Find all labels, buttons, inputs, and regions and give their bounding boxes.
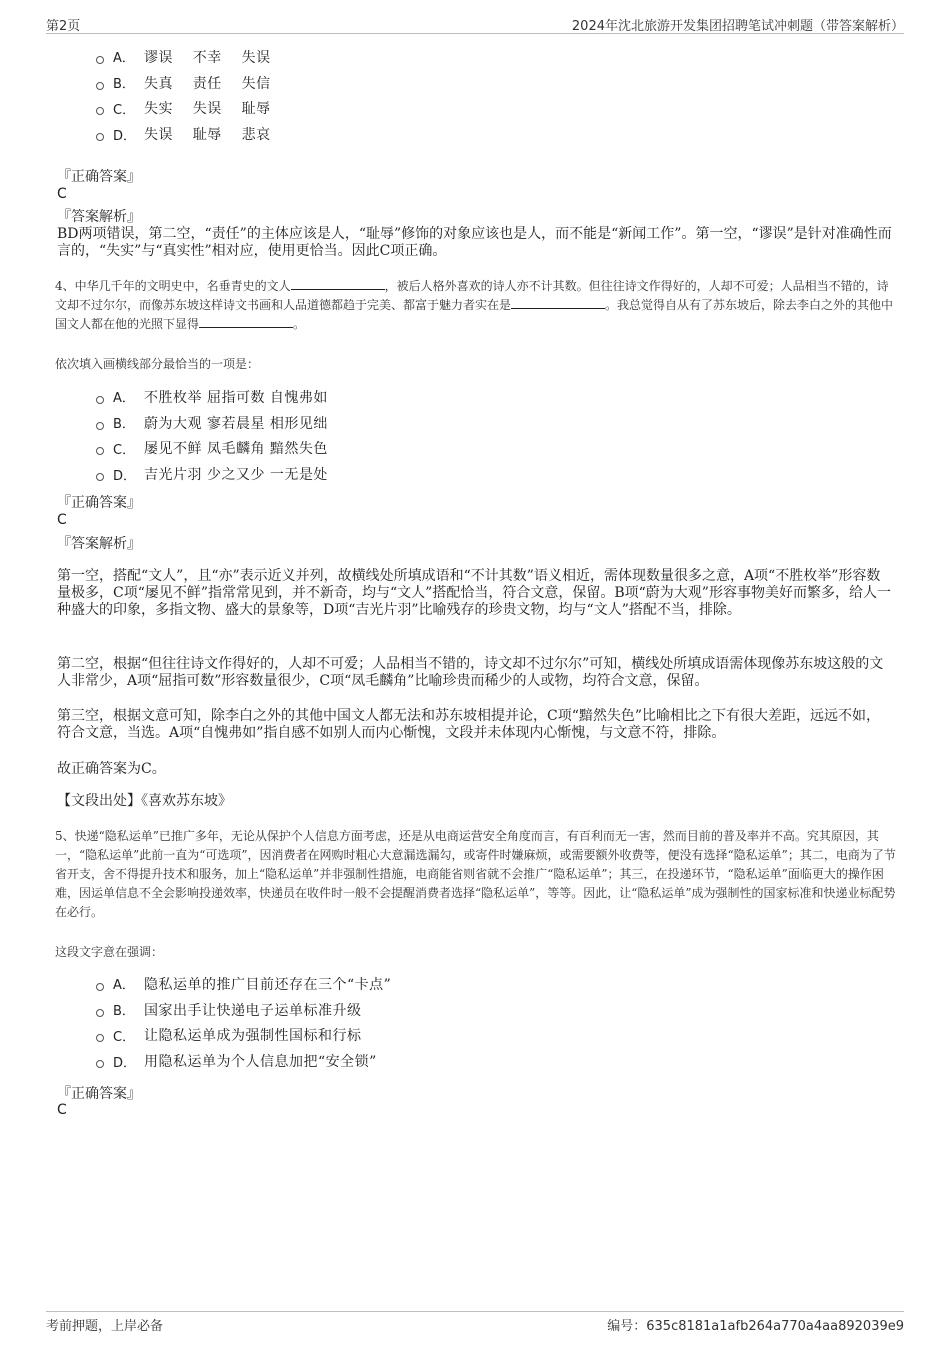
q4-answer-label: 『正确答案』	[57, 495, 141, 511]
q5-prompt: 这段文字意在强调：	[55, 945, 164, 959]
radio-icon[interactable]	[96, 1034, 104, 1042]
radio-icon[interactable]	[96, 422, 104, 430]
q3-answer-label: 『正确答案』	[57, 169, 141, 185]
q5-option-a[interactable]: A． 隐私运单的推广目前还存在三个“卡点”	[96, 971, 391, 997]
q3-option-b[interactable]: B． 失真 责任 失信	[96, 70, 271, 96]
q4-options	[96, 384, 328, 487]
page-header	[46, 13, 904, 34]
q5-stem: 5、快递“隐私运单”已推广多年，无论从保护个人信息方面考虑，还是从电商运营安全角度而言，有百利而无一害，然而目前的普及率并不高。究其原因，其一，“隐私运单”此前一直为“可选项”，因消费者在网购时粗心大意漏选漏勾，或寄件时嫌麻烦，或需要额外收费等，便没有选择“隐私运单”；其二，电商为了节省开支，舍不得提升技术和服务，加上“隐私运单”并非强制性措施，电商能省则省就不会推广“隐私运单”；其三，在投递环节，“隐私运单”面临更大的操作困难，因运单信息不全会影响投递效率，快递员在收件时一般不会提醒消费者选择“隐私运单”，等等。因此，让“隐私运单”成为强制性的国家标准和快递业标配势在必行。	[55, 829, 896, 919]
q3-analysis-label: 『答案解析』	[57, 209, 141, 225]
q4-analysis-2: 第二空，根据“但往往诗文作得好的，人却不可爱；人品相当不错的，诗文却不过尔尔”可知，横线处所填成语需体现像苏东坡这般的文人非常少，A项“屈指可数”形容数量很少，C项“凤毛麟角”比喻珍贵而稀少的人或物，均符合文意，保留。	[57, 656, 884, 689]
radio-icon[interactable]	[96, 396, 104, 404]
q3-answer: C	[57, 186, 67, 202]
footer-slogan: 考前押题，上岸必备	[46, 1319, 164, 1334]
q5-answer: C	[57, 1102, 67, 1118]
page-number: 第2页	[46, 19, 81, 34]
q5-options	[96, 971, 391, 1074]
blank-2	[511, 297, 605, 309]
q4-source: 【文段出处】《喜欢苏东坡》	[57, 793, 232, 809]
q4-analysis-4: 故正确答案为C。	[57, 761, 166, 777]
page-footer	[46, 1311, 904, 1334]
q5-answer-label: 『正确答案』	[57, 1086, 141, 1102]
q4-option-b[interactable]: B． 蔚为大观 寥若晨星 相形见绌	[96, 410, 328, 436]
q4-prompt: 依次填入画横线部分最恰当的一项是：	[55, 357, 260, 371]
radio-icon[interactable]	[96, 1060, 104, 1068]
radio-icon[interactable]	[96, 1009, 104, 1017]
q4-analysis-label: 『答案解析』	[57, 536, 141, 552]
radio-icon[interactable]	[96, 56, 104, 64]
q4-answer: C	[57, 512, 67, 528]
radio-icon[interactable]	[96, 473, 104, 481]
q3-options	[96, 44, 271, 147]
radio-icon[interactable]	[96, 983, 104, 991]
radio-icon[interactable]	[96, 107, 104, 115]
q5-option-c[interactable]: C． 让隐私运单成为强制性国标和行标	[96, 1023, 391, 1049]
radio-icon[interactable]	[96, 447, 104, 455]
q3-option-a[interactable]: A． 谬误 不幸 失误	[96, 44, 271, 70]
q3-option-c[interactable]: C． 失实 失误 耻辱	[96, 96, 271, 122]
q4-analysis-3: 第三空，根据文意可知，除李白之外的其他中国文人都无法和苏东坡相提并论，C项“黯然失色”比喻相比之下有很大差距，远远不如，符合文意，当选。A项“自愧弗如”指自感不如别人而内心惭愧，文段并未体现内心惭愧，与文意不符，排除。	[57, 708, 881, 741]
q5-option-d[interactable]: D． 用隐私运单为个人信息加把“安全锁”	[96, 1048, 391, 1074]
q4-analysis-1: 第一空，搭配“文人”，且“亦”表示近义并列，故横线处所填成语和“不计其数”语义相近，需体现数量很多之意，A项“不胜枚举”形容数量极多，C项“屡见不鲜”指常常见到，并不新奇，均与“文人”搭配恰当，符合文意，保留。B项“蔚为大观”形容事物美好而繁多，给人一种盛大的印象，多指文物、盛大的景象等，D项“吉光片羽”比喻残存的珍贵文物，均与“文人”搭配不当，排除。	[57, 568, 891, 618]
q4-option-d[interactable]: D． 吉光片羽 少之又少 一无是处	[96, 461, 328, 487]
blank-1	[291, 278, 385, 290]
q3-analysis: BD两项错误，第二空，“责任”的主体应该是人，“耻辱”修饰的对象应该也是人，而不能是“新闻工作”。第一空，“谬误”是针对准确性而言的，“失实”与“真实性”相对应，使用更恰当。因此C项正确。	[57, 226, 892, 259]
blank-3	[199, 316, 293, 328]
q4-stem: 4、中华几千年的文明史中，名垂青史的文人 ，被后人格外喜欢的诗人亦不计其数。但往往诗文作得好的，人却不可爱；人品相当不错的，诗文却不过尔尔，而像苏东坡这样诗文书画和人品道德都趋于完美、都富于魅力者实在是 。我总觉得自从有了苏东坡后，除去李白之外的其他中国文人都在他的光照下显得 。	[55, 279, 894, 331]
q4-option-a[interactable]: A． 不胜枚举 屈指可数 自愧弗如	[96, 384, 328, 410]
radio-icon[interactable]	[96, 133, 104, 141]
q3-option-d[interactable]: D． 失误 耻辱 悲哀	[96, 121, 271, 147]
radio-icon[interactable]	[96, 82, 104, 90]
document-id: 编号：635c8181a1afb264a770a4aa892039e9	[607, 1319, 904, 1334]
q5-option-b[interactable]: B． 国家出手让快递电子运单标准升级	[96, 997, 391, 1023]
q4-option-c[interactable]: C． 屡见不鲜 凤毛麟角 黯然失色	[96, 436, 328, 462]
document-title: 2024年沈北旅游开发集团招聘笔试冲刺题（带答案解析）	[571, 19, 904, 34]
